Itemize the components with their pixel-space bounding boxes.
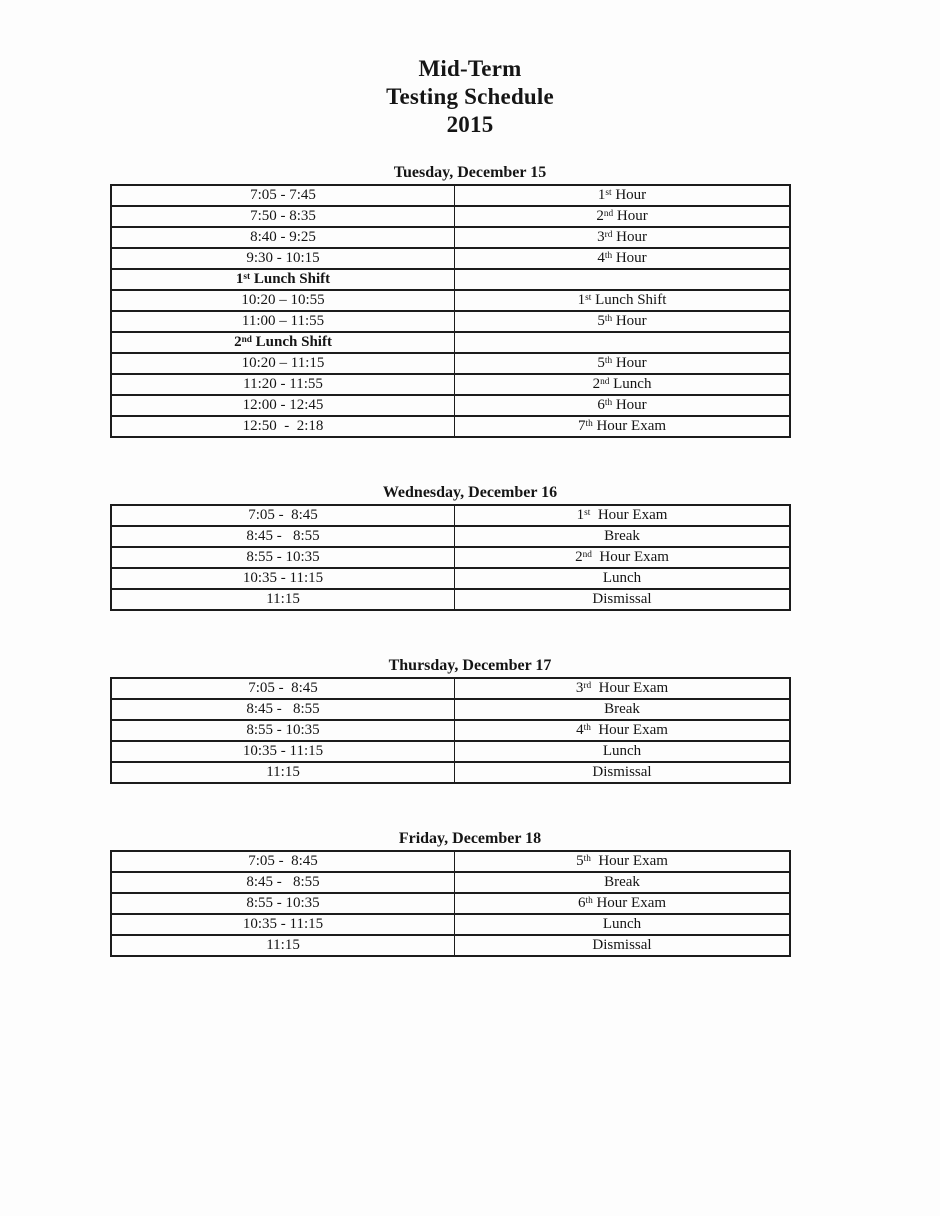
- schedule-row: [111, 762, 790, 783]
- time-cell: 11:15: [111, 935, 455, 956]
- schedule-table: [110, 677, 791, 784]
- activity-cell: 5th Hour Exam: [455, 851, 790, 872]
- activity-cell: 1st Lunch Shift: [455, 290, 790, 311]
- schedule-row: [111, 589, 790, 610]
- time-cell: 11:20 - 11:55: [111, 374, 455, 395]
- activity-cell: 3rd Hour Exam: [455, 678, 790, 699]
- schedule-row: [111, 332, 790, 353]
- activity-cell: Dismissal: [455, 935, 790, 956]
- activity-cell: Dismissal: [455, 589, 790, 610]
- activity-cell: Break: [455, 699, 790, 720]
- schedule-row: [111, 206, 790, 227]
- activity-cell: 5th Hour: [455, 353, 790, 374]
- activity-cell: [455, 332, 790, 353]
- time-cell: 10:20 – 10:55: [111, 290, 455, 311]
- time-cell: 8:45 - 8:55: [111, 699, 455, 720]
- activity-cell: 2nd Lunch: [455, 374, 790, 395]
- schedule-row: [111, 227, 790, 248]
- schedule-row: [111, 505, 790, 526]
- time-cell: 9:30 - 10:15: [111, 248, 455, 269]
- schedule-row: [111, 353, 790, 374]
- activity-cell: 3rd Hour: [455, 227, 790, 248]
- activity-cell: 6th Hour: [455, 395, 790, 416]
- time-cell: 7:05 - 8:45: [111, 851, 455, 872]
- schedule-row: [111, 311, 790, 332]
- activity-cell: [455, 269, 790, 290]
- day-heading: Friday, December 18: [398, 830, 542, 847]
- day-section: [0, 484, 940, 611]
- schedule-tables: [0, 164, 940, 957]
- time-cell: 10:20 – 11:15: [111, 353, 455, 374]
- schedule-row: [111, 699, 790, 720]
- activity-cell: 6th Hour Exam: [455, 893, 790, 914]
- title-line-1: Mid-Term: [418, 56, 522, 81]
- activity-cell: 4th Hour: [455, 248, 790, 269]
- schedule-row: [111, 269, 790, 290]
- time-cell: 10:35 - 11:15: [111, 741, 455, 762]
- time-cell: 8:45 - 8:55: [111, 872, 455, 893]
- time-cell: 7:05 - 8:45: [111, 505, 455, 526]
- activity-cell: 1st Hour: [455, 185, 790, 206]
- time-cell: 8:40 - 9:25: [111, 227, 455, 248]
- time-cell: 1st Lunch Shift: [111, 269, 455, 290]
- activity-cell: 4th Hour Exam: [455, 720, 790, 741]
- schedule-table: [110, 504, 791, 611]
- activity-cell: 2nd Hour: [455, 206, 790, 227]
- document-title: [0, 0, 940, 139]
- schedule-table: [110, 850, 791, 957]
- activity-cell: Lunch: [455, 741, 790, 762]
- activity-cell: Break: [455, 526, 790, 547]
- schedule-row: [111, 872, 790, 893]
- activity-cell: Break: [455, 872, 790, 893]
- schedule-row: [111, 914, 790, 935]
- activity-cell: 5th Hour: [455, 311, 790, 332]
- time-cell: 12:00 - 12:45: [111, 395, 455, 416]
- time-cell: 8:55 - 10:35: [111, 720, 455, 741]
- activity-cell: Lunch: [455, 568, 790, 589]
- schedule-row: [111, 935, 790, 956]
- schedule-row: [111, 893, 790, 914]
- time-cell: 7:50 - 8:35: [111, 206, 455, 227]
- day-section: [0, 164, 940, 438]
- time-cell: 8:55 - 10:35: [111, 547, 455, 568]
- activity-cell: 2nd Hour Exam: [455, 547, 790, 568]
- time-cell: 8:55 - 10:35: [111, 893, 455, 914]
- time-cell: 10:35 - 11:15: [111, 568, 455, 589]
- schedule-row: [111, 851, 790, 872]
- schedule-row: [111, 720, 790, 741]
- schedule-row: [111, 416, 790, 437]
- time-cell: 8:45 - 8:55: [111, 526, 455, 547]
- activity-cell: 1st Hour Exam: [455, 505, 790, 526]
- time-cell: 11:00 – 11:55: [111, 311, 455, 332]
- day-section: [0, 830, 940, 957]
- activity-cell: Lunch: [455, 914, 790, 935]
- time-cell: 11:15: [111, 589, 455, 610]
- day-heading: Tuesday, December 15: [393, 164, 547, 181]
- day-heading: Thursday, December 17: [388, 657, 552, 674]
- title-line-2: Testing Schedule: [386, 84, 554, 109]
- activity-cell: Dismissal: [455, 762, 790, 783]
- schedule-row: [111, 741, 790, 762]
- schedule-row: [111, 547, 790, 568]
- schedule-row: [111, 290, 790, 311]
- time-cell: 2nd Lunch Shift: [111, 332, 455, 353]
- day-section: [0, 657, 940, 784]
- schedule-row: [111, 374, 790, 395]
- activity-cell: 7th Hour Exam: [455, 416, 790, 437]
- title-line-3: 2015: [446, 112, 494, 137]
- time-cell: 10:35 - 11:15: [111, 914, 455, 935]
- time-cell: 7:05 - 8:45: [111, 678, 455, 699]
- schedule-row: [111, 395, 790, 416]
- schedule-table: [110, 184, 791, 438]
- schedule-row: [111, 248, 790, 269]
- time-cell: 7:05 - 7:45: [111, 185, 455, 206]
- time-cell: 12:50 - 2:18: [111, 416, 455, 437]
- day-heading: Wednesday, December 16: [382, 484, 558, 501]
- schedule-row: [111, 185, 790, 206]
- schedule-row: [111, 526, 790, 547]
- schedule-row: [111, 568, 790, 589]
- time-cell: 11:15: [111, 762, 455, 783]
- schedule-row: [111, 678, 790, 699]
